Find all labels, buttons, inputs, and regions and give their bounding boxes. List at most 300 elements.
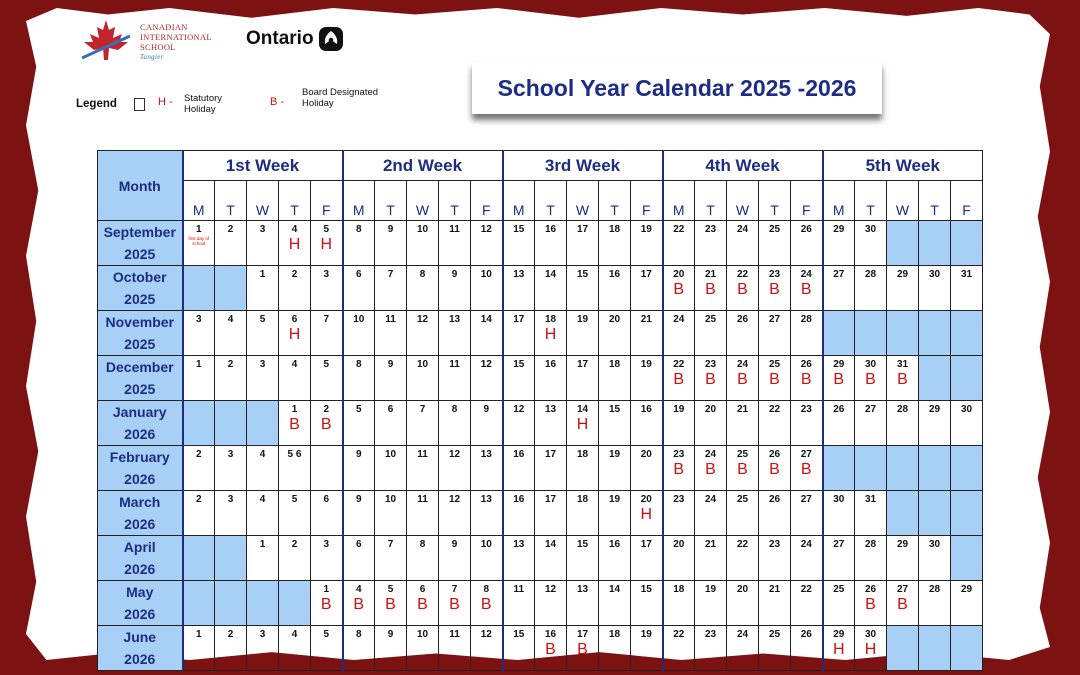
day-cell [759, 221, 791, 266]
day-cell [663, 446, 695, 491]
month-label [98, 311, 183, 356]
day-cell [375, 581, 407, 626]
day-number: 10 [353, 314, 365, 325]
no-school-cell [247, 401, 279, 446]
day-cell [855, 401, 887, 446]
school-name-line2: INTERNATIONAL [140, 32, 212, 42]
day-number: 1 [291, 404, 298, 415]
day-number: 22 [673, 224, 685, 235]
day-number: 25 [768, 224, 781, 235]
day-cell [279, 266, 311, 311]
day-number: 27 [864, 404, 877, 415]
weekday-header: T [439, 181, 471, 221]
day-number: 28 [864, 539, 877, 550]
day-cell [439, 536, 471, 581]
day-number: 8 [419, 269, 426, 280]
day-number: 27 [800, 449, 812, 460]
day-cell [215, 446, 247, 491]
day-cell [759, 536, 791, 581]
day-cell [471, 581, 503, 626]
month-name: November [105, 314, 174, 330]
day-cell [567, 581, 599, 626]
legend-box [134, 98, 145, 111]
day-cell [567, 491, 599, 536]
day-cell [247, 221, 279, 266]
day-cell [375, 266, 407, 311]
day-cell [599, 266, 631, 311]
day-number: 23 [800, 404, 812, 415]
month-label [98, 491, 183, 536]
day-cell [759, 266, 791, 311]
month-name: June [123, 629, 157, 645]
day-cell [791, 581, 823, 626]
board-holiday-mark: B [769, 371, 780, 388]
day-number: 5 [291, 494, 298, 505]
day-number: 23 [704, 629, 717, 640]
day-cell [695, 536, 727, 581]
month-year: 2026 [124, 426, 156, 442]
board-holiday-mark: B [833, 371, 845, 388]
weekday-header: M [343, 181, 375, 221]
statutory-holiday-mark: H [544, 326, 557, 343]
day-cell [855, 221, 887, 266]
day-number: 25 [704, 314, 717, 325]
day-number: 4 [355, 584, 362, 595]
day-number: 31 [896, 359, 909, 370]
day-number: 3 [259, 224, 266, 235]
board-holiday-mark: B [320, 596, 332, 613]
day-number: 11 [513, 584, 525, 595]
weekday-header: T [215, 181, 247, 221]
day-cell [535, 626, 567, 671]
day-number: 20 [640, 494, 652, 505]
day-number: 17 [544, 449, 557, 460]
day-cell [407, 221, 439, 266]
day-number: 19 [608, 494, 621, 505]
day-cell [631, 221, 663, 266]
day-cell [567, 626, 599, 671]
day-cell [599, 311, 631, 356]
day-number: 28 [864, 269, 877, 280]
day-number: 2 [195, 494, 202, 505]
day-cell [407, 491, 439, 536]
day-cell [535, 311, 567, 356]
day-number: 9 [355, 494, 362, 505]
board-holiday-mark: B [897, 371, 908, 388]
day-cell [439, 221, 471, 266]
board-holiday-mark: B [800, 281, 812, 298]
month-name: September [103, 224, 176, 240]
day-number: 17 [544, 494, 557, 505]
day-number: 7 [323, 314, 330, 325]
no-school-cell [951, 446, 983, 491]
day-cell [439, 446, 471, 491]
weekday-header: F [631, 181, 663, 221]
no-school-cell [215, 401, 247, 446]
no-school-cell [183, 401, 215, 446]
day-cell [247, 446, 279, 491]
board-holiday-mark: B [737, 461, 748, 478]
day-cell [887, 356, 919, 401]
no-school-cell [919, 356, 951, 401]
no-school-cell [919, 311, 951, 356]
day-number: 2 [291, 269, 298, 280]
weekday-header: F [791, 181, 823, 221]
month-row [98, 626, 983, 671]
day-number: 24 [704, 494, 717, 505]
day-cell [343, 626, 375, 671]
day-number: 29 [833, 359, 845, 370]
no-school-cell [951, 536, 983, 581]
day-cell [407, 401, 439, 446]
month-label [98, 401, 183, 446]
day-cell [919, 581, 951, 626]
day-number: 15 [640, 584, 652, 595]
day-number: 6 [387, 404, 394, 415]
day-cell [599, 581, 631, 626]
day-number: 22 [736, 539, 749, 550]
month-name: February [109, 449, 170, 465]
day-cell [919, 536, 951, 581]
board-holiday-mark: B [353, 596, 365, 613]
week-header: 3rd Week [503, 151, 663, 181]
day-cell [535, 356, 567, 401]
no-school-cell [215, 581, 247, 626]
day-cell [183, 491, 215, 536]
day-number: 4 [291, 224, 298, 235]
no-school-cell [183, 581, 215, 626]
day-cell [215, 491, 247, 536]
day-cell [599, 401, 631, 446]
day-cell [759, 626, 791, 671]
day-cell [279, 311, 311, 356]
day-number: 13 [480, 449, 492, 460]
month-label [98, 446, 183, 491]
day-cell [663, 311, 695, 356]
day-cell [791, 491, 823, 536]
day-number: 26 [800, 224, 812, 235]
day-number: 1 [195, 224, 202, 235]
day-cell [183, 626, 215, 671]
day-cell [695, 221, 727, 266]
ontario-wordmark: Ontario [246, 28, 314, 49]
day-number: 25 [768, 629, 781, 640]
day-cell [823, 491, 855, 536]
no-school-cell [215, 536, 247, 581]
day-cell [631, 581, 663, 626]
day-number: 15 [513, 224, 525, 235]
day-number: 11 [385, 314, 396, 325]
day-cell [215, 356, 247, 401]
day-number: 6 [355, 269, 362, 280]
day-cell [183, 221, 215, 266]
day-cell [759, 491, 791, 536]
board-holiday-mark: B [577, 641, 588, 658]
day-cell [215, 221, 247, 266]
weekday-header: T [279, 181, 311, 221]
day-cell [407, 266, 439, 311]
day-cell [439, 491, 471, 536]
day-number: 25 [736, 449, 749, 460]
day-number: 22 [736, 269, 749, 280]
day-number: 6 [291, 314, 298, 325]
day-cell [631, 311, 663, 356]
day-number: 3 [227, 494, 234, 505]
day-cell [183, 356, 215, 401]
day-number: 15 [608, 404, 621, 415]
weekday-header: F [471, 181, 503, 221]
weekday-header: W [887, 181, 919, 221]
day-number: 11 [417, 494, 428, 505]
day-number: 5 [387, 584, 394, 595]
day-number: 3 [323, 539, 330, 550]
board-holiday-mark: B [385, 596, 396, 613]
school-name-line3: SCHOOL [140, 42, 176, 52]
day-cell [823, 356, 855, 401]
day-number: 18 [576, 494, 589, 505]
day-cell [631, 356, 663, 401]
board-holiday-mark: B [865, 596, 876, 613]
no-school-cell [215, 266, 247, 311]
no-school-cell [887, 221, 919, 266]
day-cell [599, 626, 631, 671]
day-cell [695, 356, 727, 401]
board-holiday-mark: B [897, 596, 908, 613]
day-cell [343, 401, 375, 446]
day-number: 18 [608, 359, 621, 370]
board-holiday-mark: B [449, 596, 460, 613]
day-number: 12 [544, 584, 557, 595]
statutory-holiday-mark: H [640, 506, 653, 523]
day-cell [727, 401, 759, 446]
no-school-cell [919, 491, 951, 536]
day-cell [727, 221, 759, 266]
month-year: 2025 [124, 291, 156, 307]
day-number: 14 [608, 584, 621, 595]
day-number: 6 [355, 539, 362, 550]
day-cell [695, 311, 727, 356]
day-number: 10 [416, 629, 429, 640]
day-number: 22 [673, 629, 685, 640]
day-number: 24 [673, 314, 685, 325]
day-cell [375, 446, 407, 491]
day-number: 16 [608, 269, 621, 280]
board-holiday-mark: B [705, 461, 716, 478]
week-header: 2nd Week [343, 151, 503, 181]
day-number: 1 [195, 629, 202, 640]
month-name: March [119, 494, 161, 510]
board-holiday-mark: B [673, 281, 685, 298]
day-number: 9 [451, 539, 458, 550]
day-cell [503, 491, 535, 536]
day-number: 4 [291, 359, 298, 370]
day-number: 18 [673, 584, 685, 595]
day-cell [663, 221, 695, 266]
day-cell [631, 266, 663, 311]
day-number: 23 [704, 359, 717, 370]
day-number: 15 [513, 629, 525, 640]
day-number: 24 [704, 449, 717, 460]
no-school-cell [887, 311, 919, 356]
day-number: 27 [833, 539, 845, 550]
day-cell [247, 491, 279, 536]
day-number: 17 [640, 539, 652, 550]
day-cell [567, 401, 599, 446]
day-cell [791, 356, 823, 401]
day-number: 9 [451, 269, 458, 280]
day-cell [567, 311, 599, 356]
day-cell [951, 581, 983, 626]
weekday-header: T [759, 181, 791, 221]
day-cell [471, 311, 503, 356]
day-number: 21 [640, 314, 652, 325]
day-cell [311, 446, 343, 491]
day-cell [471, 491, 503, 536]
day-number: 3 [259, 629, 266, 640]
day-cell [439, 626, 471, 671]
day-cell [695, 401, 727, 446]
month-row [98, 581, 983, 626]
day-number: 26 [768, 449, 781, 460]
no-school-cell [247, 581, 279, 626]
weekday-header: T [695, 181, 727, 221]
day-number: 21 [768, 584, 781, 595]
day-number: 31 [960, 269, 973, 280]
day-number: 27 [768, 314, 781, 325]
day-number: 5 [323, 629, 330, 640]
day-cell [791, 536, 823, 581]
day-cell [887, 536, 919, 581]
month-row [98, 536, 983, 581]
day-number: 6 [323, 494, 330, 505]
day-number: 5 [323, 359, 330, 370]
day-number: 19 [704, 584, 717, 595]
statutory-holiday-mark: H [288, 326, 301, 343]
weekday-header: M [663, 181, 695, 221]
no-school-cell [951, 356, 983, 401]
day-number: 23 [704, 224, 717, 235]
day-cell [375, 626, 407, 671]
day-number: 30 [864, 224, 877, 235]
day-number: 8 [355, 224, 362, 235]
day-number: 27 [833, 269, 845, 280]
day-cell [375, 356, 407, 401]
day-number: 28 [928, 584, 941, 595]
month-column-header: Month [98, 151, 183, 221]
day-cell [823, 626, 855, 671]
day-cell [663, 536, 695, 581]
no-school-cell [919, 626, 951, 671]
day-cell [503, 401, 535, 446]
day-cell [183, 311, 215, 356]
day-number: 13 [513, 539, 525, 550]
day-number: 20 [673, 539, 685, 550]
day-cell [727, 311, 759, 356]
day-cell [855, 356, 887, 401]
no-school-cell [919, 446, 951, 491]
no-school-cell [183, 536, 215, 581]
day-cell [695, 266, 727, 311]
day-number: 2 [227, 629, 234, 640]
day-number: 21 [704, 539, 717, 550]
month-name: April [123, 539, 156, 555]
legend-label: Legend [76, 98, 117, 110]
day-number: 3 [227, 449, 234, 460]
day-cell [471, 266, 503, 311]
statutory-holiday-mark: H [320, 236, 333, 253]
day-cell [951, 266, 983, 311]
month-row [98, 491, 983, 536]
month-name: May [126, 584, 154, 600]
day-number: 27 [800, 494, 812, 505]
board-holiday-mark: B [417, 596, 428, 613]
day-cell [279, 356, 311, 401]
day-cell [663, 626, 695, 671]
day-number: 5 [355, 404, 362, 415]
day-number: 24 [800, 269, 812, 280]
day-cell [823, 266, 855, 311]
day-cell [471, 221, 503, 266]
day-cell [247, 626, 279, 671]
day-number: 23 [768, 539, 781, 550]
weekday-header: T [919, 181, 951, 221]
day-number: 24 [736, 629, 749, 640]
day-number: 9 [387, 224, 394, 235]
day-number: 15 [576, 539, 589, 550]
day-number: 16 [513, 449, 525, 460]
day-cell [791, 311, 823, 356]
board-holiday-mark: B [705, 281, 716, 298]
day-cell [567, 536, 599, 581]
day-cell [503, 311, 535, 356]
day-cell [311, 581, 343, 626]
no-school-cell [855, 446, 887, 491]
day-cell [599, 536, 631, 581]
day-cell [791, 401, 823, 446]
day-number: 20 [736, 584, 749, 595]
day-cell [663, 491, 695, 536]
legend-b-code: B - [270, 96, 285, 108]
day-number: 29 [960, 584, 973, 595]
legend [76, 87, 379, 124]
month-label [98, 581, 183, 626]
day-cell [439, 581, 471, 626]
no-school-cell [823, 311, 855, 356]
day-number: 24 [800, 539, 812, 550]
statutory-holiday-mark: H [288, 236, 301, 253]
day-cell [887, 401, 919, 446]
day-cell [759, 311, 791, 356]
month-year: 2026 [124, 651, 156, 667]
day-cell [631, 491, 663, 536]
day-cell [311, 221, 343, 266]
day-cell [759, 446, 791, 491]
day-cell [695, 581, 727, 626]
day-cell [407, 581, 439, 626]
day-cell [951, 401, 983, 446]
day-number: 8 [483, 584, 490, 595]
day-cell [567, 446, 599, 491]
day-number: 24 [736, 359, 749, 370]
day-cell [343, 221, 375, 266]
day-number: 7 [387, 539, 394, 550]
month-year: 2026 [124, 606, 156, 622]
day-number: 14 [576, 404, 589, 415]
day-number: 11 [449, 224, 460, 235]
day-cell [343, 536, 375, 581]
day-number: 10 [384, 494, 397, 505]
day-cell [599, 356, 631, 401]
